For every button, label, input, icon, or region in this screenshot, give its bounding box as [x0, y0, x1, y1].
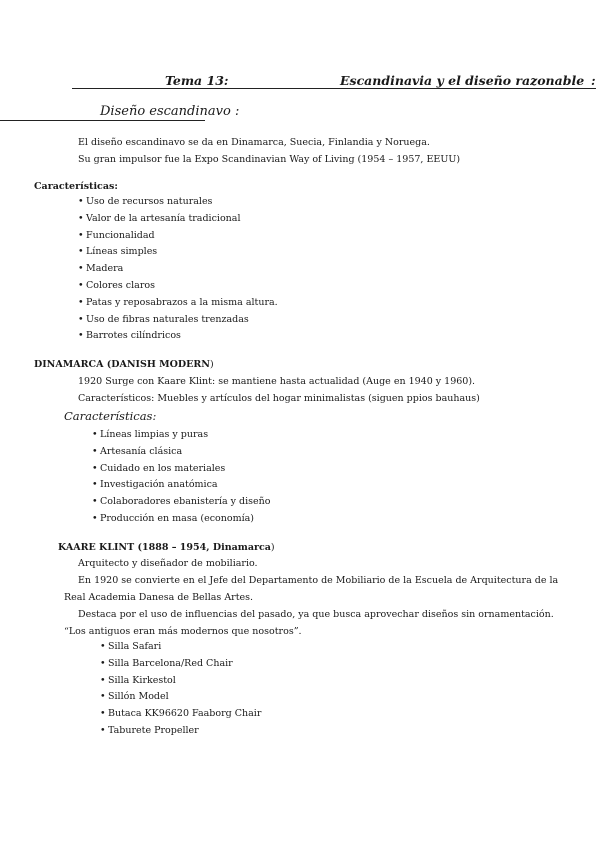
page-title: Escandinavia y el diseño razonable [340, 73, 585, 88]
section-subtitle: Diseño escandinavo : [100, 104, 240, 119]
klint-line-1: Arquitecto y diseñador de mobiliario. [78, 558, 258, 569]
list-item: • Líneas limpias y puras [92, 429, 209, 440]
dinamarca-line-2: Característicos: Muebles y artículos del hogar minimalistas (siguen ppios bauhaus) [78, 393, 480, 404]
list-item: • Valor de la artesanía tradicional [78, 212, 241, 224]
list-item: • Silla Barcelona/Red Chair [100, 657, 233, 669]
header-underline [72, 88, 596, 89]
dinamarca-caracteristicas-heading: Características: [64, 409, 157, 423]
list-item: • Líneas simples [78, 246, 158, 258]
list-item: • Colaboradores ebanistería y diseño [92, 496, 271, 508]
intro-line-1: El diseño escandinavo se da en Dinamarca, Suecia, Finlandia y Noruega. [78, 137, 430, 148]
list-item: • Sillón Model [100, 691, 169, 703]
caracteristicas-heading: Características: [34, 181, 118, 192]
subtitle-underline [0, 120, 205, 121]
list-item: • Colores claros [78, 279, 155, 291]
dinamarca-heading: DINAMARCA (DANISH MODERN) [34, 359, 214, 370]
intro-line-2: Su gran impulsor fue la Expo Scandinavian Way of Living (1954 – 1957, EEUU) [78, 154, 461, 165]
caracteristicas-list [78, 194, 278, 345]
klint-heading: KAARE KLINT (1888 – 1954, Dinamarca) [58, 542, 275, 553]
list-item: • Producción en masa (economía) [92, 512, 255, 524]
list-item: • Butaca KK96620 Faaborg Chair [100, 708, 262, 720]
list-item: • Uso de fibras naturales trenzadas [78, 313, 249, 325]
list-item: • Silla Kirkestol [100, 674, 176, 686]
list-item: • Silla Safari [100, 641, 162, 652]
dinamarca-list [92, 427, 271, 528]
list-item: • Madera [78, 263, 124, 275]
dinamarca-line-1: 1920 Surge con Kaare Klint: se mantiene hasta actualidad (Auge en 1940 y 1960). [78, 376, 476, 387]
klint-line-3: Real Academia Danesa de Bellas Artes. [64, 592, 254, 603]
klint-line-4: Destaca por el uso de influencias del pasado, ya que busca aprovechar diseños sin ornamentación. [78, 609, 554, 620]
list-item: • Uso de recursos naturales [78, 196, 213, 207]
list-item: • Taburete Propeller [100, 724, 199, 736]
klint-works-list [100, 639, 261, 740]
list-item: • Cuidado en los materiales [92, 462, 226, 474]
klint-quote: “Los antiguos eran más modernos que nosotros”. [64, 626, 302, 637]
list-item: • Artesanía clásica [92, 445, 183, 457]
tema-number: Tema 13: [165, 73, 229, 88]
list-item: • Funcionalidad [78, 229, 155, 241]
list-item: • Investigación anatómica [92, 479, 218, 491]
list-item: • Barrotes cilíndricos [78, 330, 181, 342]
list-item: • Patas y reposabrazos a la misma altura. [78, 296, 278, 308]
header-colon: : [591, 73, 596, 88]
klint-line-2: En 1920 se convierte en el Jefe del Departamento de Mobiliario de la Escuela de Arquitectura de la [78, 575, 559, 586]
